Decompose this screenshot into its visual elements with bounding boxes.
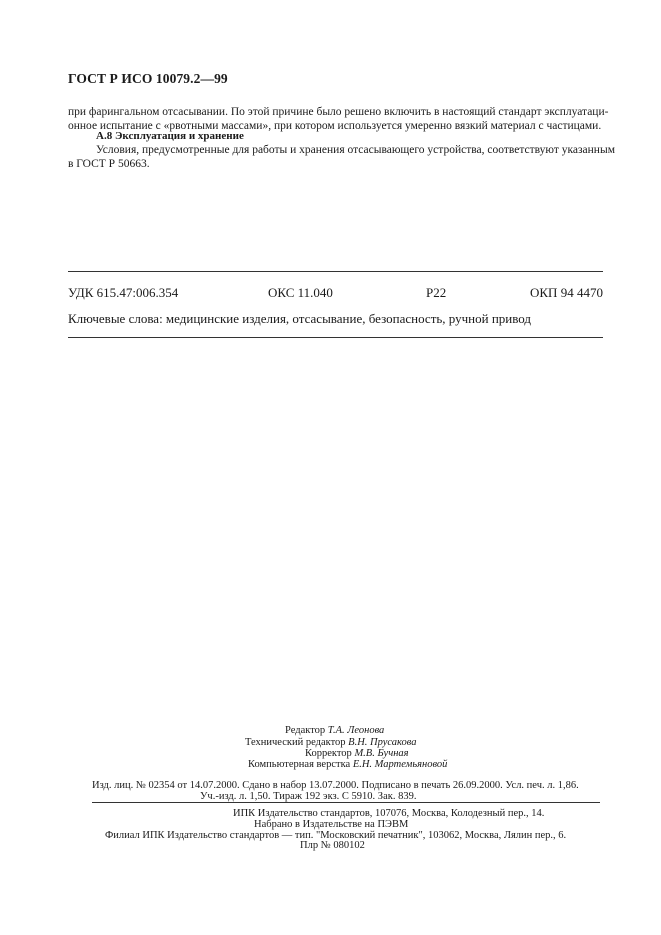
credit-editor	[285, 725, 384, 737]
printer-address-line: Филиал ИПК Издательство стандартов — тип. "Московский печатник", 103062, Москва, Лялин пер., 6.	[105, 830, 567, 841]
body-paragraph-line: при фарингальном отсасывании. По этой причине было решено включить в настоящий стандарт эксплуатаци-	[68, 106, 609, 118]
publisher-address-line: ИПК Издательство стандартов, 107076, Москва, Колодезный пер., 14.	[233, 808, 545, 819]
group-code: Р22	[426, 285, 447, 300]
section-heading: А.8 Эксплуатация и хранение	[96, 130, 244, 142]
credit-name: Е.Н. Мартемьяновой	[352, 759, 448, 770]
credit-role: Корректор	[305, 748, 352, 759]
divider-line	[68, 337, 603, 338]
udk-code: УДК 615.47:006.354	[68, 285, 179, 300]
publishing-info-line: Уч.-изд. л. 1,50. Тираж 192 экз. С 5910. Зак. 839.	[200, 791, 417, 802]
publishing-info-line: Изд. лиц. № 02354 от 14.07.2000. Сдано в набор 13.07.2000. Подписано в печать 26.09.2000. Усл. печ. л. 1,86.	[92, 780, 579, 791]
oks-code: ОКС 11.040	[268, 285, 333, 300]
body-paragraph-line: онное испытание с «рвотными массами», при котором используется умеренно вязкий материал с частицами.	[68, 120, 602, 132]
document-header-title: ГОСТ Р ИСО 10079.2—99	[68, 71, 228, 86]
credit-role: Технический редактор	[245, 737, 346, 748]
body-paragraph-line: в ГОСТ Р 50663.	[68, 158, 150, 170]
body-paragraph-line: Условия, предусмотренные для работы и хранения отсасывающего устройства, соответствуют указанным	[96, 144, 615, 156]
credit-name: М.В. Бучная	[354, 748, 409, 759]
publisher-typeset-line: Набрано в Издательстве на ПЭВМ	[254, 819, 409, 830]
license-number-line: Плр № 080102	[300, 840, 365, 851]
credit-role: Редактор	[285, 725, 326, 736]
credit-name: В.Н. Прусакова	[348, 737, 417, 748]
credit-layout	[248, 759, 447, 771]
divider-line	[92, 802, 600, 803]
keywords-line: Ключевые слова: медицинские изделия, отсасывание, безопасность, ручной привод	[68, 311, 532, 326]
credit-role: Компьютерная верстка	[248, 759, 351, 770]
okp-code: ОКП 94 4470	[530, 285, 603, 300]
credit-name: Т.А. Леонова	[327, 725, 385, 736]
divider-line	[68, 271, 603, 272]
